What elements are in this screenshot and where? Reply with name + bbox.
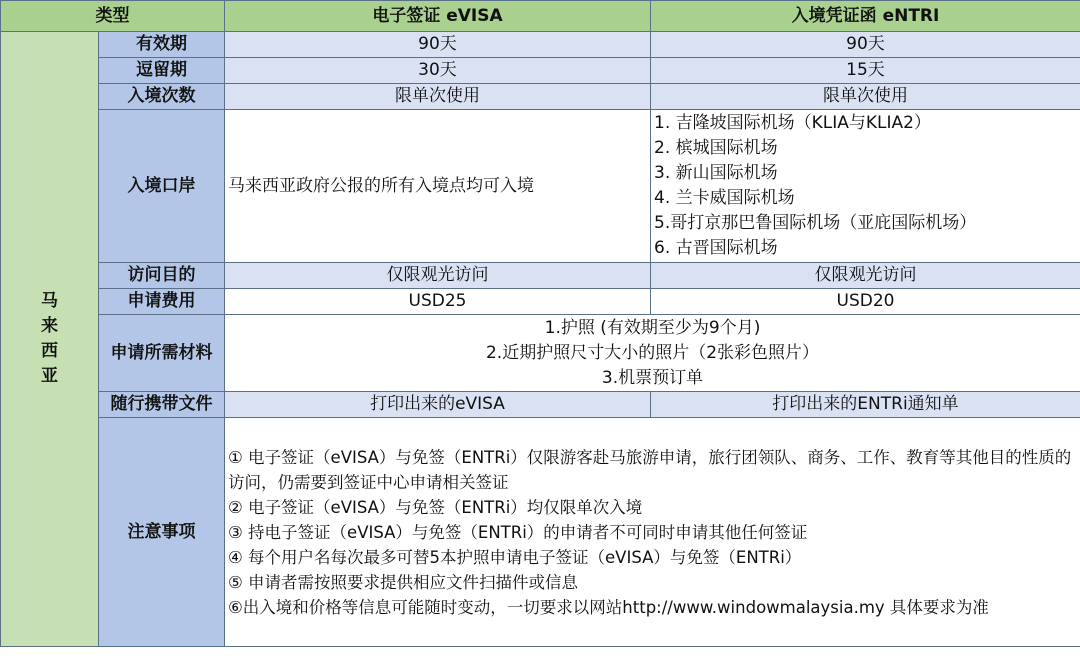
stay-evisa: 30天 (225, 58, 651, 84)
row-purpose (1, 263, 1080, 289)
purpose-label: 访问目的 (99, 263, 225, 289)
row-notes (1, 418, 1080, 647)
material-item: 2.近期护照尺寸大小的照片（2张彩色照片） (485, 342, 820, 363)
header-type: 类型 (1, 1, 225, 32)
row-validity (1, 32, 1080, 58)
port-item: 2. 槟城国际机场 (654, 138, 778, 158)
port-item: 6. 古晋国际机场 (654, 238, 778, 258)
port-item: 5.哥打京那巴鲁国际机场（亚庇国际机场） (654, 213, 977, 233)
materials-label: 申请所需材料 (99, 315, 225, 392)
row-materials (1, 315, 1080, 392)
material-item: 3.机票预订单 (601, 367, 704, 388)
note-item: ⑥出入境和价格等信息可能随时变动，一切要求以网站http://www.windowmalaysia.my 具体要求为准 (228, 597, 989, 617)
country-char: 亚 (41, 366, 58, 386)
country-char: 来 (41, 316, 58, 336)
header-entri: 入境凭证函 eNTRI (651, 1, 1080, 32)
country-char: 西 (41, 341, 58, 361)
note-item: ④ 每个用户名每次最多可替5本护照申请电子签证（eVISA）与免签（ENTRi） (228, 547, 802, 567)
fee-entri: USD20 (651, 289, 1080, 315)
ports-evisa: 马来西亚政府公报的所有入境点均可入境 (225, 110, 651, 263)
entries-label: 入境次数 (99, 84, 225, 110)
port-item: 1. 吉隆坡国际机场（KLIA与KLIA2） (654, 113, 931, 133)
fee-evisa: USD25 (225, 289, 651, 315)
materials-list (225, 315, 1080, 392)
row-stay (1, 58, 1080, 84)
notes-list (225, 418, 1080, 647)
port-item: 3. 新山国际机场 (654, 163, 778, 183)
entries-entri: 限单次使用 (651, 84, 1080, 110)
stay-entri: 15天 (651, 58, 1080, 84)
purpose-evisa: 仅限观光访问 (225, 263, 651, 289)
row-ports (1, 110, 1080, 263)
purpose-entri: 仅限观光访问 (651, 263, 1080, 289)
documents-evisa: 打印出来的eVISA (225, 392, 651, 418)
note-item: ② 电子签证（eVISA）与免签（ENTRi）均仅限单次入境 (228, 497, 643, 517)
validity-label: 有效期 (99, 32, 225, 58)
material-item: 1.护照 (有效期至少为9个月) (544, 317, 761, 338)
validity-entri: 90天 (651, 32, 1080, 58)
country-char: 马 (41, 291, 58, 311)
header-row (1, 1, 1080, 32)
stay-label: 逗留期 (99, 58, 225, 84)
notes-label: 注意事项 (99, 418, 225, 647)
documents-entri: 打印出来的ENTRi通知单 (651, 392, 1080, 418)
note-item: ③ 持电子签证（eVISA）与免签（ENTRi）的申请者不可同时申请其他任何签证 (228, 522, 808, 542)
validity-evisa: 90天 (225, 32, 651, 58)
note-item: ① 电子签证（eVISA）与免签（ENTRi）仅限游客赴马旅游申请，旅行团领队、商务、工作、教育等其他目的性质的访问，仍需要到签证中心申请相关签证 (228, 447, 1072, 492)
row-entries (1, 84, 1080, 110)
row-documents (1, 392, 1080, 418)
fee-label: 申请费用 (99, 289, 225, 315)
row-fee (1, 289, 1080, 315)
header-evisa: 电子签证 eVISA (225, 1, 651, 32)
ports-label: 入境口岸 (99, 110, 225, 263)
entries-evisa: 限单次使用 (225, 84, 651, 110)
documents-label: 随行携带文件 (99, 392, 225, 418)
port-item: 4. 兰卡威国际机场 (654, 188, 795, 208)
ports-entri-list (651, 110, 1080, 263)
country-cell (1, 32, 99, 647)
note-item: ⑤ 申请者需按照要求提供相应文件扫描件或信息 (228, 572, 579, 592)
